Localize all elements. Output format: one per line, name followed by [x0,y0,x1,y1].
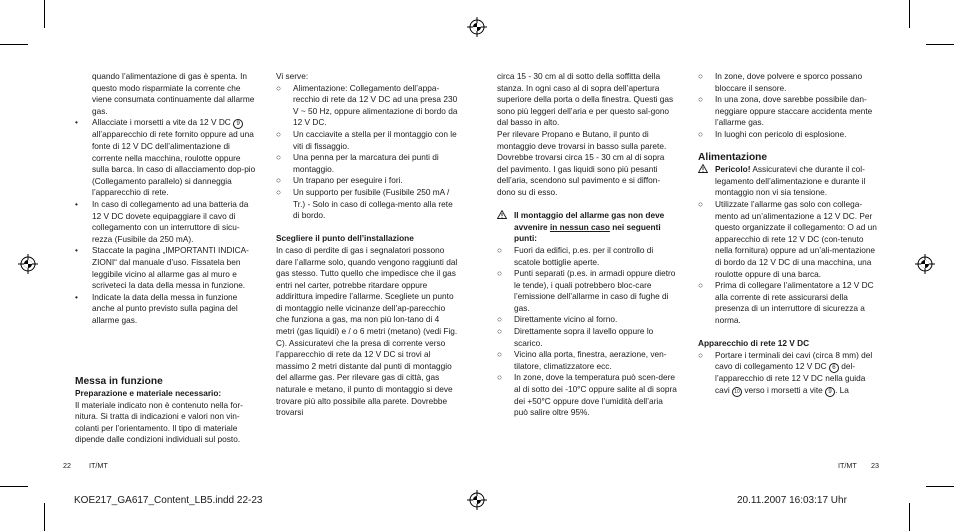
registration-mark-icon [467,490,487,510]
list-item-text: Direttamente vicino al forno. [514,314,618,325]
crop-mark [926,44,954,45]
circle-bullet-icon: ○ [276,186,282,197]
circle-bullet-icon: ○ [497,268,503,279]
crop-mark [926,486,954,487]
reference-number: 6 [829,363,839,373]
reference-number: 9 [825,387,835,397]
crop-mark [909,0,910,28]
circle-bullet-icon: ○ [698,71,704,81]
warning-text-underlined: in nessun caso [549,221,610,232]
circle-bullet-icon: ○ [276,82,282,93]
list-item-text: Un trapano per eseguire i fori. [293,175,403,186]
list-item-text: Fuori da edifici, p.es. per il controllo di scatole bottiglie aperte. [514,244,654,267]
danger-note [698,164,879,199]
column-1-section [75,376,257,446]
warning-icon [698,164,712,177]
bullet-icon: • [75,291,78,302]
registration-mark-icon [915,254,935,274]
circle-bullet-icon: ○ [698,349,704,360]
list-item [698,350,879,397]
list-item [276,175,458,187]
crop-mark [909,503,910,531]
list-item [75,245,257,291]
paragraph: circa 15 - 30 cm al di sotto della soffitta della stanza. In ogni caso al di sopra dell’apertura superiore della porta o della finestra. Questi gas sono più leggeri dell’aria e per questo sal-gono dal basso in alto. [497,71,674,128]
list-item-text: In una zona, dove sarebbe possibile dan-neggiare oppure staccare accidenta mente l’allarme gas. [715,94,873,128]
crop-mark [0,486,28,487]
circle-bullet-icon: ○ [497,326,503,337]
crop-mark [44,0,45,28]
bullet-icon: • [75,245,78,256]
list-item-text: Indicate la data della messa in funzione anche al punto previsto sulla pagina del allarme gas. [92,291,238,325]
list-item-text: Alimentazione: Collegamento dell’appa-recchio di rete da 12 V DC ad una presa 230 V ~ 50 Hz, oppure alimentazione di bordo da 12 V DC. [293,82,458,128]
registration-mark-icon [467,17,487,37]
list-item [497,268,677,314]
page-number-left: 22 [63,461,71,470]
warning-text-part: Il montaggio del allarme gas non deve avvenire [514,210,665,232]
danger-text [715,164,865,197]
paragraph: Per rilevare Propano e Butano, il punto di montaggio deve trovarsi in basso sulla parete. Dovrebbe trovarsi circa 15 - 30 cm al di sopra del pavimento. I gas liquidi sono più pesanti dell’aria, scendono sul pavimento e si diffon-dono su di esso. [497,128,667,197]
circle-bullet-icon: ○ [497,244,503,255]
section-heading: Messa in funzione [75,376,163,387]
list-item [497,326,677,349]
warning-text-part: nei seguenti punti: [514,221,661,244]
circle-bullet-icon: ○ [497,314,503,325]
danger-text-part: Assicuratevi che durante il col-legamento dell’alimentazione e durante il montaggio non vi sia tensione. [715,164,866,198]
subsection-heading: Preparazione e materiale necessario: [75,388,222,398]
list-item-text: Una penna per la marcatura dei punti di montaggio. [293,152,439,174]
list-item-text: In zone, dove la temperatura può scen-dere al di sotto dei -10°C oppure salite al di sopra dei +50°C oppure dove l’umidità dell’aria può salire oltre 95%. [514,372,677,418]
warning-text [514,210,664,243]
circle-bullet-icon: ○ [698,198,704,209]
reference-number: 9 [233,119,243,129]
crop-mark [0,44,28,45]
list-item [698,199,879,280]
list-item [497,372,677,418]
page-number-right: 23 [871,461,879,470]
circle-bullet-icon: ○ [497,349,503,360]
list-item [497,245,677,268]
list-item-text-part: verso i morsetti a vite [742,384,826,395]
list-item [698,94,879,129]
list-item-text-part: del-l’apparecchio di rete 12 V DC nella guida cavi [715,361,866,395]
circle-bullet-icon: ○ [276,175,282,186]
print-timestamp: 20.11.2007 16:03:17 Uhr [737,495,847,506]
circle-bullet-icon: ○ [497,372,503,383]
crop-mark [44,503,45,531]
subsection-heading: Apparecchio di rete 12 V DC [698,338,810,349]
list-item-text: Un cacciavite a stella per il montaggio con le viti di fissaggio. [293,128,457,151]
warning-icon [497,210,511,223]
list-item-text: Utilizzate l’allarme gas solo con collega-mento ad un’alimentazione a 12 V DC. Per questo organizzate il collegamento: O ad un apparecchio di rete 12 V DC (con-tenuto nella fornitura) oppure ad un’ali-mentazione di bordo da 12 V DC di una macchina, una roulotte oppure di una barca. [715,198,877,279]
list-item [276,152,458,175]
column-1 [75,71,257,326]
list-item-text-part: all’apparecchio di rete fornito oppure ad una fonte di 12 V DC dell’alimentazione di corrente nella macchina, roulotte oppure sulla barca. In caso di allacciamento dop-pio (Collegamento parallelo) si danneggia l’apparecchio di rete. [92,129,256,198]
paragraph: Il materiale indicato non è contenuto nella for-nitura. Si tratta di indicazioni e valori non vin-colanti per l’orientamento. Il tipo di materiale dipende dalle condizioni individuali sul posto. [75,399,243,445]
list-item [698,129,879,141]
registration-mark-icon [18,254,38,274]
list-item-text-part: . La [835,384,849,395]
list-item-text: Vicino alla porta, finestra, aerazione, ven-tilatore, climatizzatore ecc. [514,349,667,371]
paragraph: Vi serve: [276,71,309,81]
list-item [75,199,257,245]
list-item-text [92,117,255,197]
list-item-text: Prima di collegare l’alimentatore a 12 V DC alla corrente di rete assicurarsi della presenza di un interruttore di sicurezza a norma. [715,280,874,325]
warning-note [497,210,677,245]
paragraph: In caso di perdite di gas i segnalatori possono dare l’allarme solo, quando vengono raggiunti dal gas stesso. Tutto quello che impedisce che il gas entri nel carter, potrebbe ritardare oppure addirittura impedire l’allarme. Scegliete un punto di montaggio nelle vicinanze dell’ap-parecchio che funziona a gas, ma non più lon-tano di 4 metri (gas liquidi) e / o 6 metri (metano) (vedi Fig. C). Assicuratevi che la presa di corrente verso l’apparecchio di rete da 12 V DC si trovi al massimo 2 metri distante dal punti di montaggio del allarme gas. Per rilevare gas di città, gas naturale e metano, il punto di montaggio si deve trovare più alto possibile alla parete. Dovrebbe trovarsi [276,244,458,418]
section-heading: Alimentazione [698,152,768,164]
language-code-right: IT/MT [838,461,857,470]
list-item [698,71,879,94]
circle-bullet-icon: ○ [698,280,704,291]
list-item-text: In caso di collegamento ad una batteria da 12 V DC dovete equipaggiare il cavo di collegamento con un interruttore di sicu-rezza (Fusibile da 250 mA). [92,198,249,244]
reference-number: 10 [732,387,742,397]
danger-label: Pericolo! [715,164,751,175]
list-item-text-part: Portare i terminali dei cavi (circa 8 mm) del cavo di collegamento 12 V DC [715,349,873,372]
circle-bullet-icon: ○ [276,128,282,139]
list-item [75,117,257,199]
circle-bullet-icon: ○ [276,152,282,163]
subsection-heading: Scegliere il punto dell’installazione [276,233,414,244]
column-2 [276,71,458,419]
list-item-text: In zone, dove polvere e sporco possano bloccare il sensore. [715,71,863,93]
list-item [497,314,677,326]
list-item-text [715,350,872,395]
list-item-text: Un supporto per fusibile (Fusibile 250 mA / Tr.) - Solo in caso di collega-mento alla rete di bordo. [293,186,453,221]
bullet-icon: • [75,198,78,209]
list-item [497,349,677,372]
list-item [75,292,257,327]
column-4 [698,71,879,397]
list-item [276,129,458,152]
list-item [698,280,879,326]
list-item [276,187,458,222]
circle-bullet-icon: ○ [698,128,704,139]
language-code-left: IT/MT [89,461,108,470]
paragraph-continuation: quando l’alimentazione di gas è spenta. In questo modo risparmiate la corrente che viene consumata continuamente dal allarme gas. [92,71,255,116]
bullet-icon: • [75,117,78,128]
column-3 [497,71,677,419]
list-item [276,83,458,129]
list-item-text: Direttamente sopra il lavello oppure lo scarico. [514,326,654,348]
file-slug: KOE217_GA617_Content_LB5.indd 22-23 [74,495,263,506]
list-item-text: In luoghi con pericolo di esplosione. [715,128,847,139]
circle-bullet-icon: ○ [698,94,704,105]
list-item-text: Staccate la pagina „IMPORTANTI INDICA-ZIONI“ dal manuale d’uso. Fissatela ben leggibile vicino al allarme gas al muro e scriveteci la data della messa in funzione. [92,245,249,291]
list-item-text-part: Allacciate i morsetti a vite da 12 V DC [92,117,234,128]
list-item-text: Punti separati (p.es. in armadi oppure dietro le tende), i quali potrebbero bloc-care l’emissione dell’allarme in caso di fughe di gas. [514,268,676,313]
